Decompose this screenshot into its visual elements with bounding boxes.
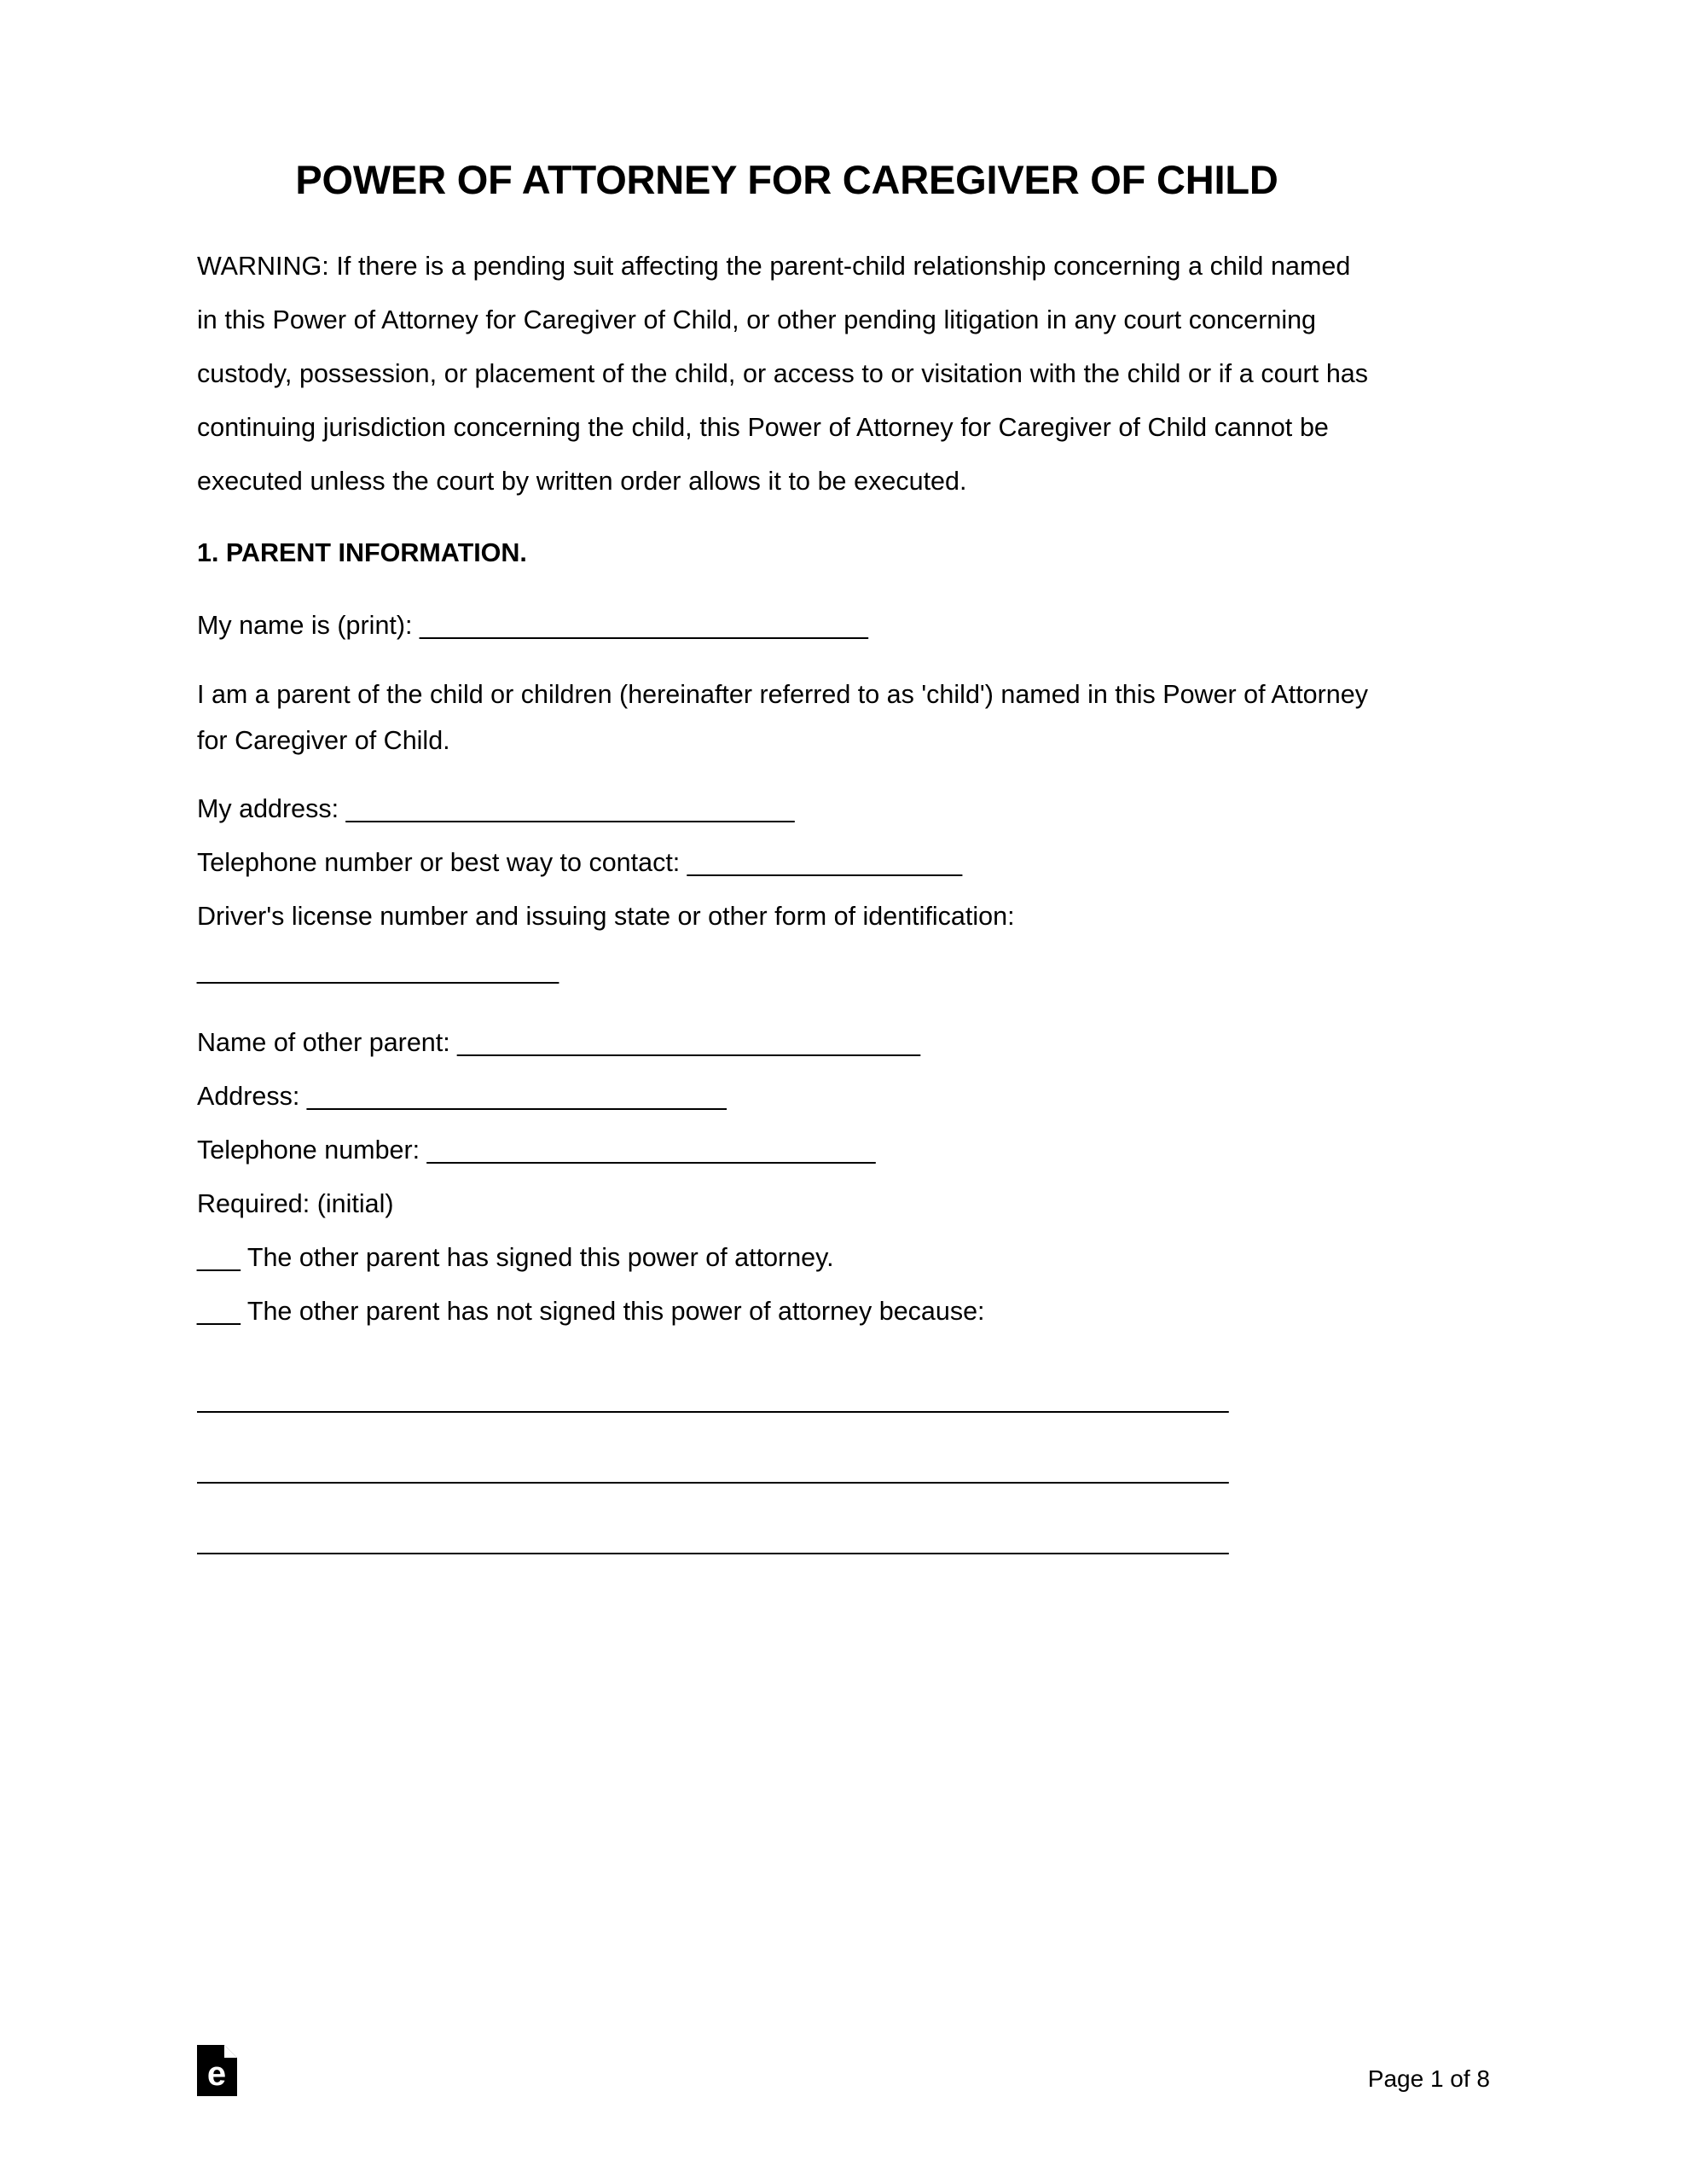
svg-text:e: e [206,2055,227,2093]
required-initial-label: Required: (initial) [197,1188,394,1218]
other-parent-address-input-blank[interactable]: _____________________________ [306,1081,727,1111]
reason-line-2[interactable]: ______________________________________________________________________ [197,1455,1229,1484]
my-address-input-blank[interactable]: _______________________________ [345,793,795,823]
reason-line-3[interactable]: ______________________________________________________________________ [197,1525,1229,1555]
field-row-other-parent-telephone [197,1124,1377,1177]
option-row-other-parent-not-signed [197,1285,1377,1339]
initial-blank-not-signed[interactable]: ___ [197,1296,241,1326]
my-address-label: My address: [197,793,346,823]
eforms-logo-icon [197,2045,237,2096]
field-row-drivers-license [197,944,1377,997]
other-parent-name-input-blank[interactable]: ________________________________ [457,1027,920,1057]
my-name-input-blank[interactable]: _______________________________ [420,610,868,640]
reason-write-in-area [197,1339,1377,1577]
field-row-other-parent-name [197,997,1377,1070]
other-parent-name-label: Name of other parent: [197,1027,458,1057]
option-row-other-parent-signed [197,1231,1377,1285]
field-row-telephone-contact [197,836,1377,890]
other-parent-telephone-input-blank[interactable]: _______________________________ [426,1135,876,1165]
option-label-not-signed: The other parent has not signed this power of attorney because: [240,1296,985,1326]
page-number-label: Page 1 of 8 [1367,2065,1490,2092]
field-row-my-address [197,764,1377,836]
other-parent-address-label: Address: [197,1081,307,1111]
field-row-other-parent-address [197,1070,1377,1124]
page-footer [197,2036,1490,2096]
telephone-contact-input-blank[interactable]: ___________________ [687,847,963,877]
page-title: POWER OF ATTORNEY FOR CAREGIVER OF CHILD [295,157,1278,202]
drivers-license-label: Driver's license number and issuing state or other form of identification: [197,901,1015,931]
other-parent-telephone-label: Telephone number: [197,1135,427,1165]
drivers-license-input-blank[interactable]: _________________________ [197,955,559,985]
parent-statement-paragraph: I am a parent of the child or children (hereinafter referred to as 'child') named in this Power of Attorney for Caregiver of Child. [197,679,1368,755]
my-name-label: My name is (print): [197,610,420,640]
telephone-contact-label: Telephone number or best way to contact: [197,847,687,877]
reason-line-1[interactable]: ______________________________________________________________________ [197,1384,1229,1414]
document-body [197,0,1377,1577]
warning-paragraph: WARNING: If there is a pending suit affecting the parent-child relationship concerning a child named in this Power of Attorney for Caregiver of Child, or other pending litigation in any court concerning custody, possession, or placement of the child, or access to or visitation with the child or if a court has continuing jurisdiction concerning the child, this Power of Attorney for Caregiver of Child cannot be executed unless the court by written order allows it to be executed. [197,251,1369,496]
section-heading-parent-information: 1. PARENT INFORMATION. [197,537,527,567]
option-label-signed: The other parent has signed this power of attorney. [240,1242,834,1272]
initial-blank-signed[interactable]: ___ [197,1242,241,1272]
field-row-my-name [197,580,1377,653]
